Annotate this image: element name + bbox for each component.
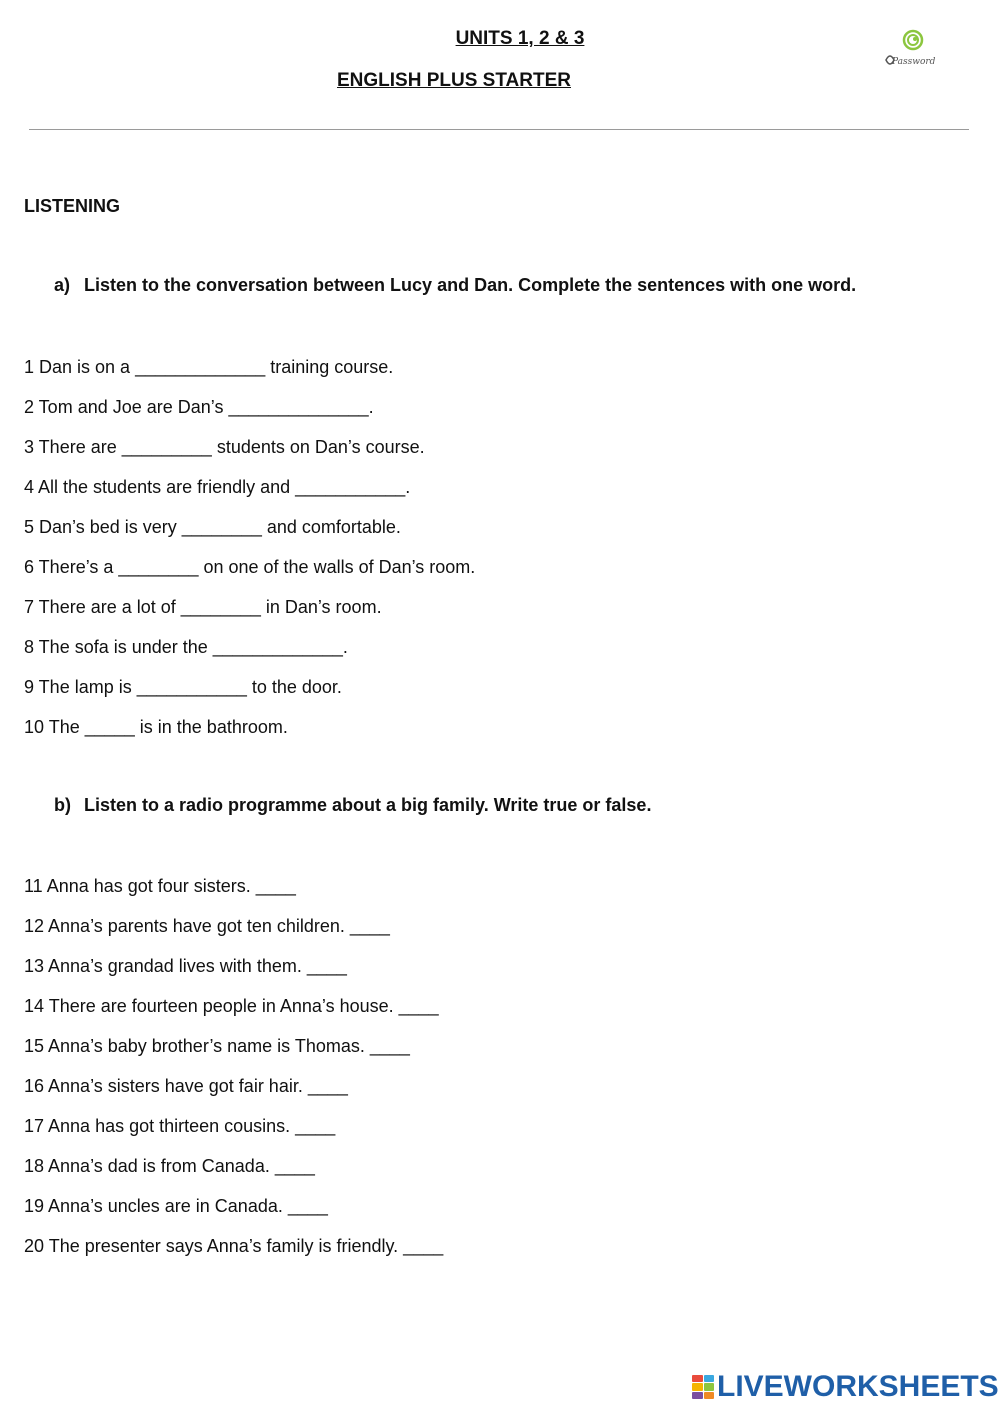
liveworksheets-wordmark: LIVEWORKSHEETS [717, 1370, 999, 1403]
question-18: 18 Anna’s dad is from Canada. ____ [24, 1156, 315, 1176]
question-12: 12 Anna’s parents have got ten children. ____ [24, 916, 390, 936]
password-logo [880, 28, 946, 74]
logo-swirl-outer [904, 31, 922, 49]
page-title: UNITS 1, 2 & 3 [455, 28, 585, 49]
question-13: 13 Anna’s grandad lives with them. ____ [24, 956, 347, 976]
instruction-b [54, 795, 651, 816]
instruction-a [54, 275, 856, 296]
question-10: 10 The _____ is in the bathroom. [24, 717, 288, 737]
question-11: 11 Anna has got four sisters. ____ [24, 876, 296, 896]
logo-swirl-dot [913, 37, 917, 41]
section-title-listening: LISTENING [24, 196, 121, 216]
question-2: 2 Tom and Joe are Dan’s ______________. [24, 397, 374, 417]
question-1: 1 Dan is on a _____________ training course. [24, 357, 394, 377]
instruction-b-text: Listen to a radio programme about a big family. Write true or false. [84, 795, 652, 815]
header-divider [29, 129, 969, 130]
question-16: 16 Anna’s sisters have got fair hair. ____ [24, 1076, 348, 1096]
question-19: 19 Anna’s uncles are in Canada. ____ [24, 1196, 328, 1216]
icon-tile-yellow [692, 1383, 703, 1390]
page-subtitle: ENGLISH PLUS STARTER [337, 70, 571, 91]
liveworksheets-logo [692, 1372, 999, 1402]
instruction-b-letter: b) [54, 795, 71, 815]
logo-text: Password [892, 57, 936, 67]
question-7: 7 There are a lot of ________ in Dan’s room. [24, 597, 382, 617]
liveworksheets-icon [692, 1375, 714, 1399]
question-15: 15 Anna’s baby brother’s name is Thomas. ____ [24, 1036, 410, 1056]
question-6: 6 There’s a ________ on one of the walls of Dan’s room. [24, 557, 476, 577]
question-4: 4 All the students are friendly and ___________. [24, 477, 411, 497]
icon-tile-purple [692, 1392, 703, 1399]
question-5: 5 Dan’s bed is very ________ and comfortable. [24, 517, 401, 537]
icon-tile-red [692, 1375, 703, 1382]
question-9: 9 The lamp is ___________ to the door. [24, 677, 342, 697]
icon-tile-green [704, 1383, 715, 1390]
question-14: 14 There are fourteen people in Anna’s house. ____ [24, 996, 439, 1016]
instruction-a-letter: a) [54, 275, 71, 295]
question-3: 3 There are _________ students on Dan’s course. [24, 437, 425, 457]
question-17: 17 Anna has got thirteen cousins. ____ [24, 1116, 336, 1136]
icon-tile-blue [704, 1375, 715, 1382]
question-20: 20 The presenter says Anna’s family is friendly. ____ [24, 1236, 444, 1256]
instruction-a-text: Listen to the conversation between Lucy and Dan. Complete the sentences with one word. [84, 275, 857, 295]
question-8: 8 The sofa is under the _____________. [24, 637, 348, 657]
icon-tile-orange [704, 1392, 715, 1399]
